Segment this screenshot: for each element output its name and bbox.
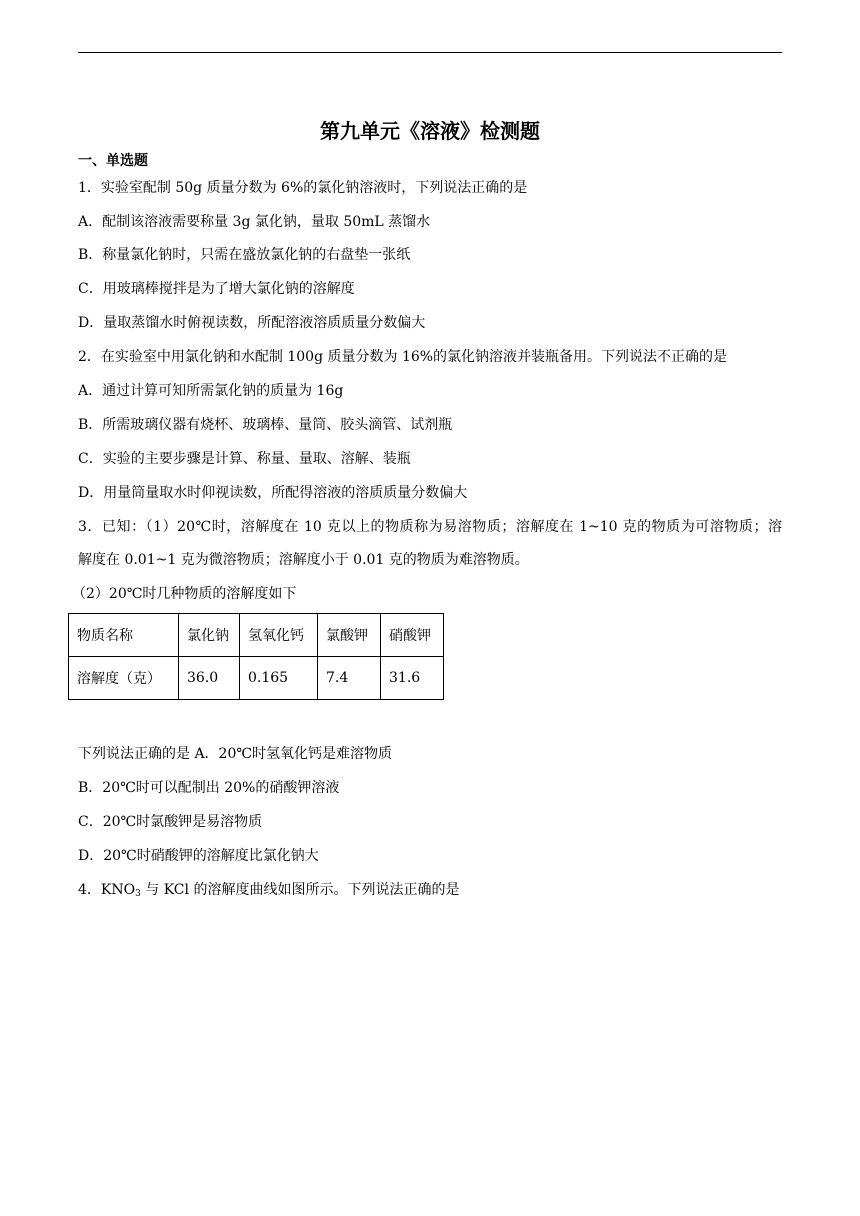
table-header-row xyxy=(69,614,444,657)
table-cell: 氢氧化钙 xyxy=(240,614,318,657)
q4-stem-suffix: 与 KCl 的溶解度曲线如图所示。下列说法正确的是 xyxy=(140,882,460,898)
table-row xyxy=(69,657,444,700)
q1-stem: 1．实验室配制 50g 质量分数为 6%的氯化钠溶液时，下列说法正确的是 xyxy=(78,180,528,196)
table-cell: 31.6 xyxy=(381,657,444,700)
solubility-table xyxy=(68,613,444,700)
q2-option-b: B．所需玻璃仪器有烧杯、玻璃棒、量筒、胶头滴管、试剂瓶 xyxy=(78,417,453,433)
q1-option-b: B．称量氯化钠时，只需在盛放氯化钠的右盘垫一张纸 xyxy=(78,247,411,263)
q4-subscript: 3 xyxy=(135,889,141,899)
section-heading: 一、单选题 xyxy=(78,153,148,169)
q2-option-a: A．通过计算可知所需氯化钠的质量为 16g xyxy=(78,383,344,399)
table-cell: 溶解度（克） xyxy=(69,657,179,700)
table-cell: 0.165 xyxy=(240,657,318,700)
table-cell: 氯酸钾 xyxy=(318,614,381,657)
table-cell: 硝酸钾 xyxy=(381,614,444,657)
q3-stem-line2: 解度在 0.01~1 克为微溶物质；溶解度小于 0.01 克的物质为难溶物质。 xyxy=(78,552,529,568)
q4-stem-prefix: 4．KNO xyxy=(78,882,136,898)
table-cell: 物质名称 xyxy=(69,614,179,657)
q3-stem-line1: 3．已知：（1）20℃时，溶解度在 10 克以上的物质称为易溶物质；溶解度在 1~10 克的物质为可溶物质；溶 xyxy=(78,519,782,535)
q3-option-b: B．20℃时可以配制出 20%的硝酸钾溶液 xyxy=(78,780,340,796)
q3-option-a: 下列说法正确的是 A．20℃时氢氧化钙是难溶物质 xyxy=(78,746,393,762)
table-cell: 氯化钠 xyxy=(179,614,240,657)
q2-option-c: C．实验的主要步骤是计算、称量、量取、溶解、装瓶 xyxy=(78,451,411,467)
q1-option-a: A．配制该溶液需要称量 3g 氯化钠，量取 50mL 蒸馏水 xyxy=(78,214,431,230)
table-cell: 7.4 xyxy=(318,657,381,700)
q3-option-c: C．20℃时氯酸钾是易溶物质 xyxy=(78,814,263,830)
q4-stem xyxy=(78,880,459,904)
page-title: 第九单元《溶液》检测题 xyxy=(320,119,540,143)
q3-option-d: D．20℃时硝酸钾的溶解度比氯化钠大 xyxy=(78,848,319,864)
q2-stem: 2．在实验室中用氯化钠和水配制 100g 质量分数为 16%的氯化钠溶液并装瓶备用。下列说法不正确的是 xyxy=(78,349,728,365)
q1-option-d: D．量取蒸馏水时俯视读数，所配溶液溶质质量分数偏大 xyxy=(78,315,426,331)
q1-option-c: C．用玻璃棒搅拌是为了增大氯化钠的溶解度 xyxy=(78,281,355,297)
table-cell: 36.0 xyxy=(179,657,240,700)
q3-stem-line3: （2）20℃时几种物质的溶解度如下 xyxy=(72,586,297,602)
header-rule xyxy=(78,52,782,53)
q2-option-d: D．用量筒量取水时仰视读数，所配得溶液的溶质质量分数偏大 xyxy=(78,485,468,501)
